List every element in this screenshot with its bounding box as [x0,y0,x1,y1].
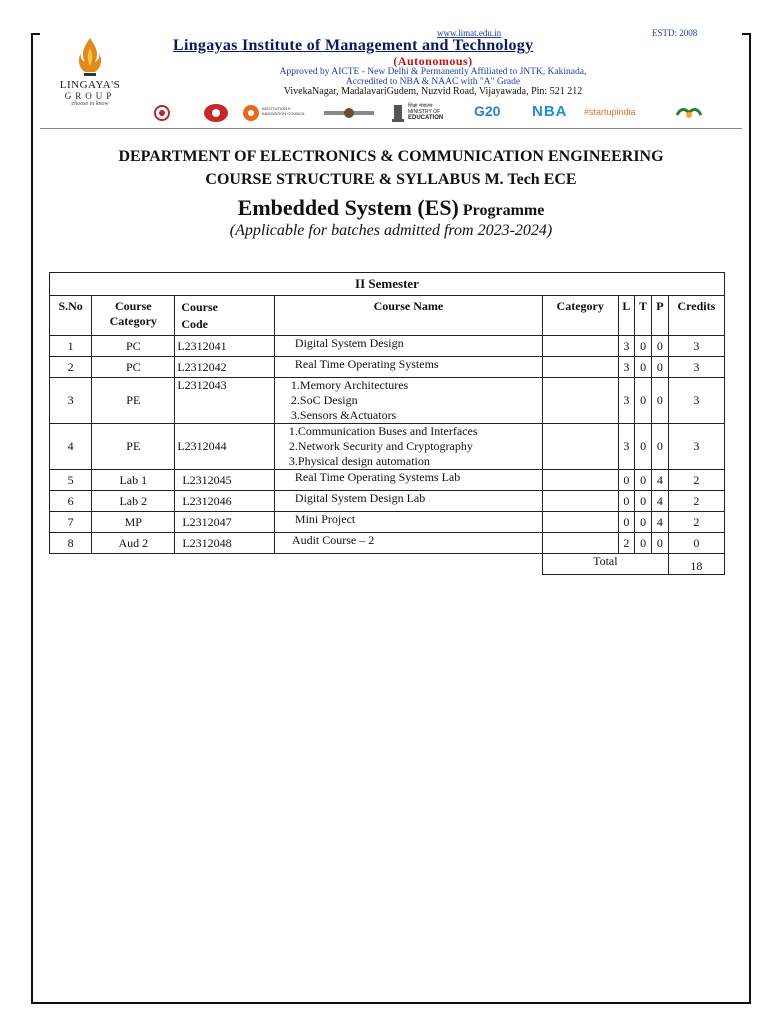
row-course-type [542,357,618,378]
row-sno: 3 [50,378,92,424]
logo-group: GROUP [64,91,116,101]
website-link[interactable]: www.limat.edu.in [437,28,502,38]
row-p: 4 [652,512,669,533]
table-row [50,336,725,357]
department-title: DEPARTMENT OF ELECTRONICS & COMMUNICATION ENGINEERING [118,148,664,165]
header-course-code: Course Code [175,296,275,336]
row-sno: 7 [50,512,92,533]
row-l: 2 [618,533,635,554]
applicable-batches: (Applicable for batches admitted from 2023-2024) [229,222,553,239]
elective-option: 3.Sensors &Actuators [290,408,397,422]
table-row [50,470,725,491]
row-course-name: Digital System Design [274,336,542,357]
row-code: L2312047 [175,512,275,533]
header-divider [40,128,742,129]
row-sno: 8 [50,533,92,554]
ministry-of-education-logo: शिक्षा मंत्रालय MINISTRY OF EDUCATION [390,103,466,123]
row-category: Lab 1 [92,470,175,491]
row-t: 0 [635,491,652,512]
elective-option: 2.SoC Design [290,393,358,407]
page-frame-right [749,33,751,1004]
row-sno: 6 [50,491,92,512]
row-l: 0 [618,512,635,533]
row-credits: 2 [668,491,724,512]
row-credits: 2 [668,512,724,533]
semester-heading: II Semester [50,273,725,296]
row-course-name [274,424,542,470]
row-code: L2312044 [175,424,275,470]
row-t: 0 [635,357,652,378]
established-year: ESTD: 2008 [652,28,698,38]
course-structure-title: COURSE STRUCTURE & SYLLABUS M. Tech ECE [205,171,577,188]
row-course-name: Audit Course – 2 [274,533,542,554]
row-p: 0 [652,378,669,424]
institute-name: Lingayas Institute of Management and Technology [173,37,534,54]
header-course-name: Course Name [274,296,542,336]
table-row [50,424,725,470]
institutions-innovation-council-logo: INSTITUTION'S INNOVATION COUNCIL [242,103,306,123]
flame-icon [75,36,105,80]
table-row [50,378,725,424]
row-l: 0 [618,470,635,491]
row-l: 3 [618,357,635,378]
row-sno: 5 [50,470,92,491]
nba-logo: NBA [532,103,568,120]
row-l: 3 [618,424,635,470]
row-t: 0 [635,470,652,491]
total-label: Total [542,554,668,575]
row-course-type [542,336,618,357]
elective-option: 3.Physical design automation [288,454,430,468]
row-p: 4 [652,491,669,512]
header-category: Category [542,296,618,336]
row-p: 0 [652,336,669,357]
row-course-type [542,533,618,554]
elective-option: 1.Communication Buses and Interfaces [288,424,478,438]
row-t: 0 [635,533,652,554]
elective-option: 1.Memory Architectures [290,378,409,392]
row-t: 0 [635,378,652,424]
programme-name: Embedded System (ES) [237,195,459,220]
row-l: 3 [618,378,635,424]
table-header-row [50,296,725,336]
row-sno: 4 [50,424,92,470]
row-credits: 3 [668,336,724,357]
page-frame-top-left-tick [31,33,40,35]
header-p: P [652,296,669,336]
table-row [50,357,725,378]
row-course-name: Digital System Design Lab [274,491,542,512]
row-l: 0 [618,491,635,512]
row-credits: 3 [668,378,724,424]
course-structure-table [49,272,725,575]
table-row [50,491,725,512]
partner-logos-row [150,103,710,125]
logo-name: LINGAYA'S [59,79,121,91]
row-category: PE [92,378,175,424]
row-category: PE [92,424,175,470]
row-category: PC [92,336,175,357]
row-code: L2312041 [175,336,275,357]
row-credits: 3 [668,424,724,470]
row-category: PC [92,357,175,378]
row-course-type [542,378,618,424]
row-category: MP [92,512,175,533]
accreditation-line: Accredited to NBA & NAAC with "A" Grade [345,77,521,87]
logo-tagline: choose to know [71,101,109,107]
row-p: 4 [652,470,669,491]
row-course-type [542,491,618,512]
table-row [50,512,725,533]
row-p: 0 [652,357,669,378]
ugc-logo [150,103,174,123]
row-sno: 2 [50,357,92,378]
row-course-type [542,424,618,470]
row-code: L2312048 [175,533,275,554]
row-course-name: Mini Project [274,512,542,533]
address-line: VivekaNagar, MadalavariGudem, Nuzvid Road, Vijayawada, Pin: 521 212 [283,86,583,97]
header-course-category: Course Category [92,296,175,336]
row-credits: 0 [668,533,724,554]
row-t: 0 [635,512,652,533]
row-t: 0 [635,336,652,357]
elective-option: 2.Network Security and Cryptography [288,439,473,453]
row-p: 0 [652,533,669,554]
row-course-type [542,512,618,533]
header-t: T [635,296,652,336]
row-course-type [542,470,618,491]
row-sno: 1 [50,336,92,357]
table-row [50,533,725,554]
row-course-name [274,378,542,424]
row-category: Aud 2 [92,533,175,554]
autonomous-label: (Autonomous) [393,54,473,68]
row-l: 3 [618,336,635,357]
row-p: 0 [652,424,669,470]
aicte-logo [322,103,376,123]
row-code: L2312042 [175,357,275,378]
startupindia-logo: #startupindia [584,107,636,117]
emblem-logo [674,103,704,123]
row-credits: 2 [668,470,724,491]
naac-logo [202,103,230,123]
page-frame-bottom [31,1002,751,1004]
row-code: L2312043 [175,378,275,424]
header-credits: Credits [668,296,724,336]
row-category: Lab 2 [92,491,175,512]
page-frame-top-right-tick [742,33,751,35]
row-credits: 3 [668,357,724,378]
g20-logo: G20 [474,103,501,119]
row-course-name: Real Time Operating Systems Lab [274,470,542,491]
header-sno: S.No [50,296,92,336]
header-l: L [618,296,635,336]
row-t: 0 [635,424,652,470]
row-code: L2312045 [175,470,275,491]
row-course-name: Real Time Operating Systems [274,357,542,378]
total-row [50,554,725,575]
row-code: L2312046 [175,491,275,512]
lingayas-group-logo [50,36,130,108]
programme-suffix: Programme [462,202,545,219]
page-frame-left [31,33,33,1004]
programme-title [40,195,742,221]
total-credits: 18 [668,554,724,575]
approval-line: Approved by AICTE - New Delhi & Permanently Affiliated to JNTK, Kakinada, [279,67,587,77]
